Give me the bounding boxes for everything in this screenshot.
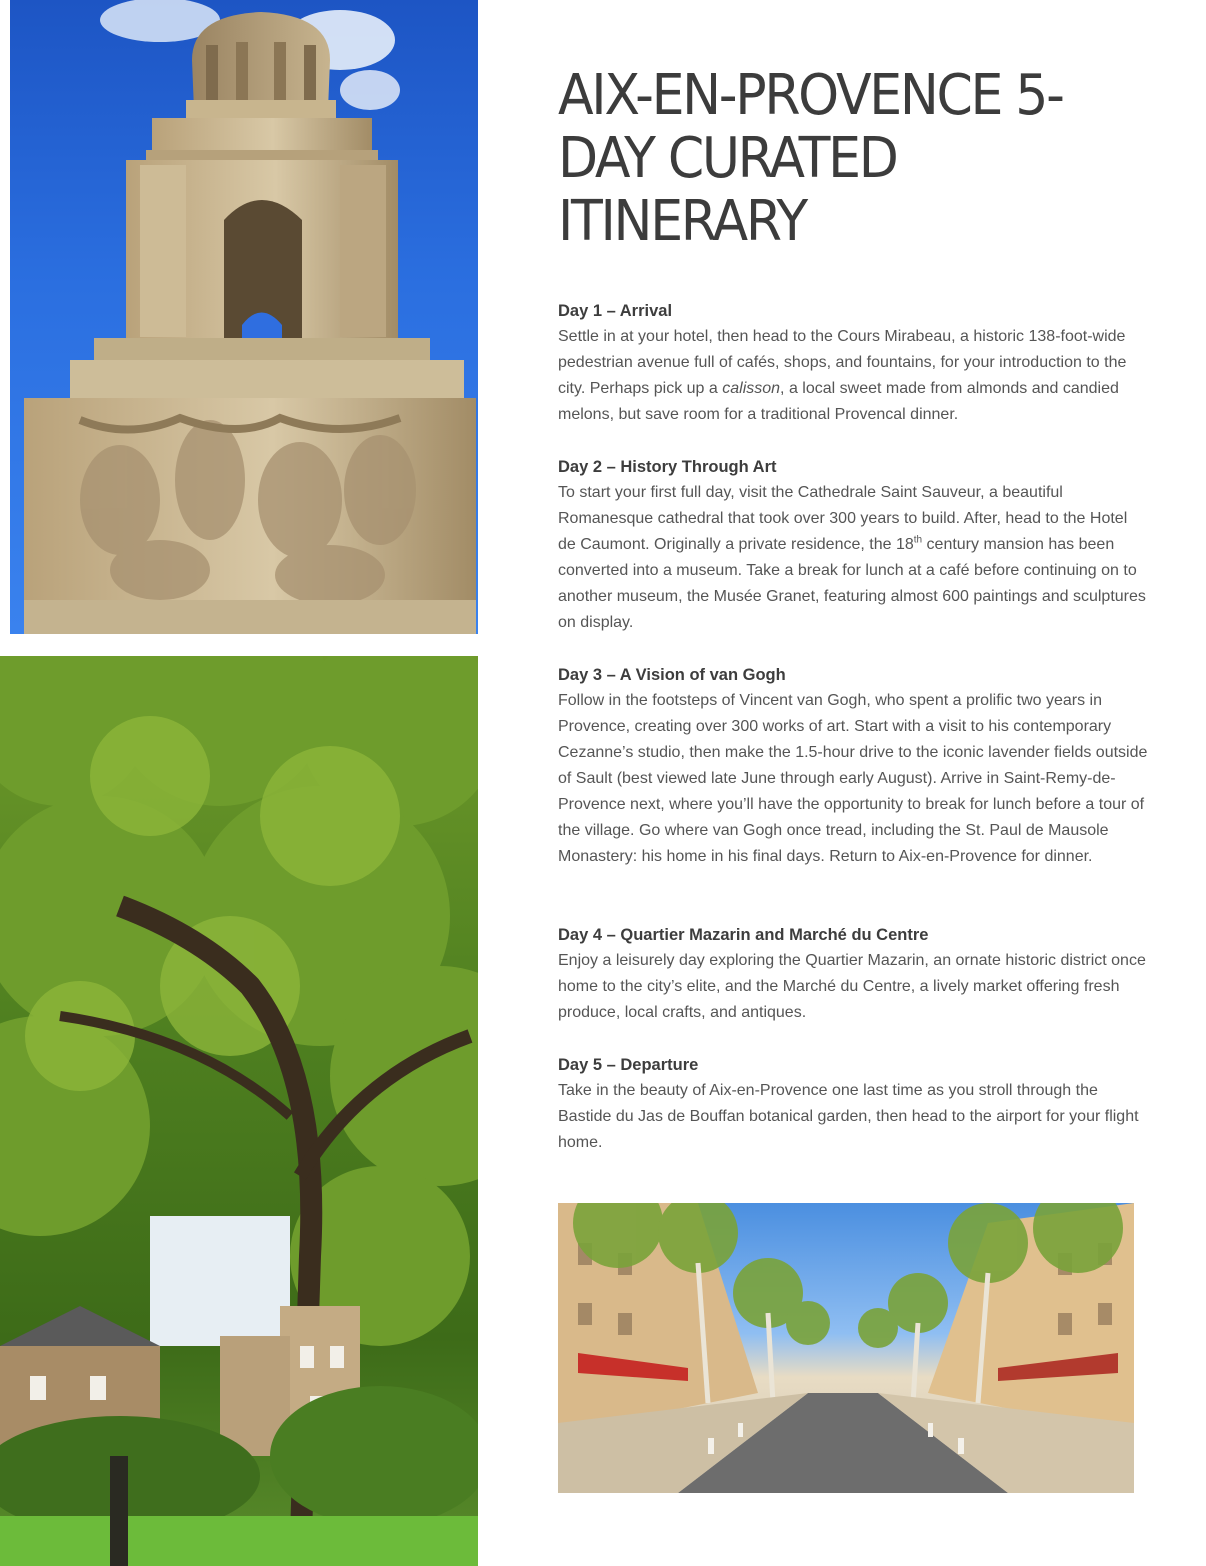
avenue-illustration: [558, 1203, 1134, 1493]
day-2-text: To start your first full day, visit the Cathedrale Saint Sauveur, a beautiful Romanesque cathedral that took over 300 years to build. After, head to the Hotel de Caumont. Originally a private residence, the 18th century mansion has been converted into a museum. Take a break for lunch at a café before continuing on to another museum, the Musée Granet, featuring almost 600 paintings and sculptures on display.: [558, 484, 1146, 631]
day-4-heading: Day 4 – Quartier Mazarin and Marché du Centre: [558, 926, 929, 944]
day-1-section: [558, 298, 1148, 428]
photo-avenue: [558, 1203, 1134, 1493]
monument-illustration: [10, 0, 478, 634]
day-2-section: [558, 454, 1148, 636]
day-4-section: [558, 922, 1148, 1026]
trees-illustration: [0, 656, 478, 1566]
day-2-heading: Day 2 – History Through Art: [558, 458, 777, 476]
day-3-section: [558, 662, 1148, 870]
day-1-italic-term: calisson: [722, 380, 781, 397]
day-5-heading: Day 5 – Departure: [558, 1056, 699, 1074]
page-title: AIX-EN-PROVENCE 5-DAY CURATED ITINERARY: [558, 63, 1063, 254]
day-1-heading: Day 1 – Arrival: [558, 302, 673, 320]
day-2-superscript: th: [913, 534, 923, 546]
day-5-section: [558, 1052, 1148, 1156]
day-5-text: Take in the beauty of Aix-en-Provence one last time as you stroll through the Bastide du Jas de Bouffan botanical garden, then head to the airport for your flight home.: [558, 1082, 1139, 1151]
day-3-text: Follow in the footsteps of Vincent van Gogh, who spent a prolific two years in Provence, creating over 300 works of art. Start with a visit to his contemporary Cezanne’s studio, then make the 1.5-hour drive to the iconic lavender fields outside of Sault (best viewed late June through early August). Arrive in Saint-Remy-de-Provence next, where you’ll have the opportunity to break for lunch before a tour of the village. Go where van Gogh once tread, including the St. Paul de Mausole Monastery: his home in his final days. Return to Aix-en-Provence for dinner.: [558, 692, 1148, 865]
photo-trees: [0, 656, 478, 1566]
day-3-heading: Day 3 – A Vision of van Gogh: [558, 666, 786, 684]
day-4-text: Enjoy a leisurely day exploring the Quartier Mazarin, an ornate historic district once home to the city’s elite, and the Marché du Centre, a lively market offering fresh produce, local crafts, and antiques.: [558, 952, 1146, 1021]
day-1-text: Settle in at your hotel, then head to the Cours Mirabeau, a historic 138-foot-wide pedestrian avenue full of cafés, shops, and fountains, for your introduction to the city. Perhaps pick up a calisson, a local sweet made from almonds and candied melons, but save room for a traditional Provencal dinner.: [558, 328, 1127, 423]
photo-monument: [10, 0, 478, 634]
